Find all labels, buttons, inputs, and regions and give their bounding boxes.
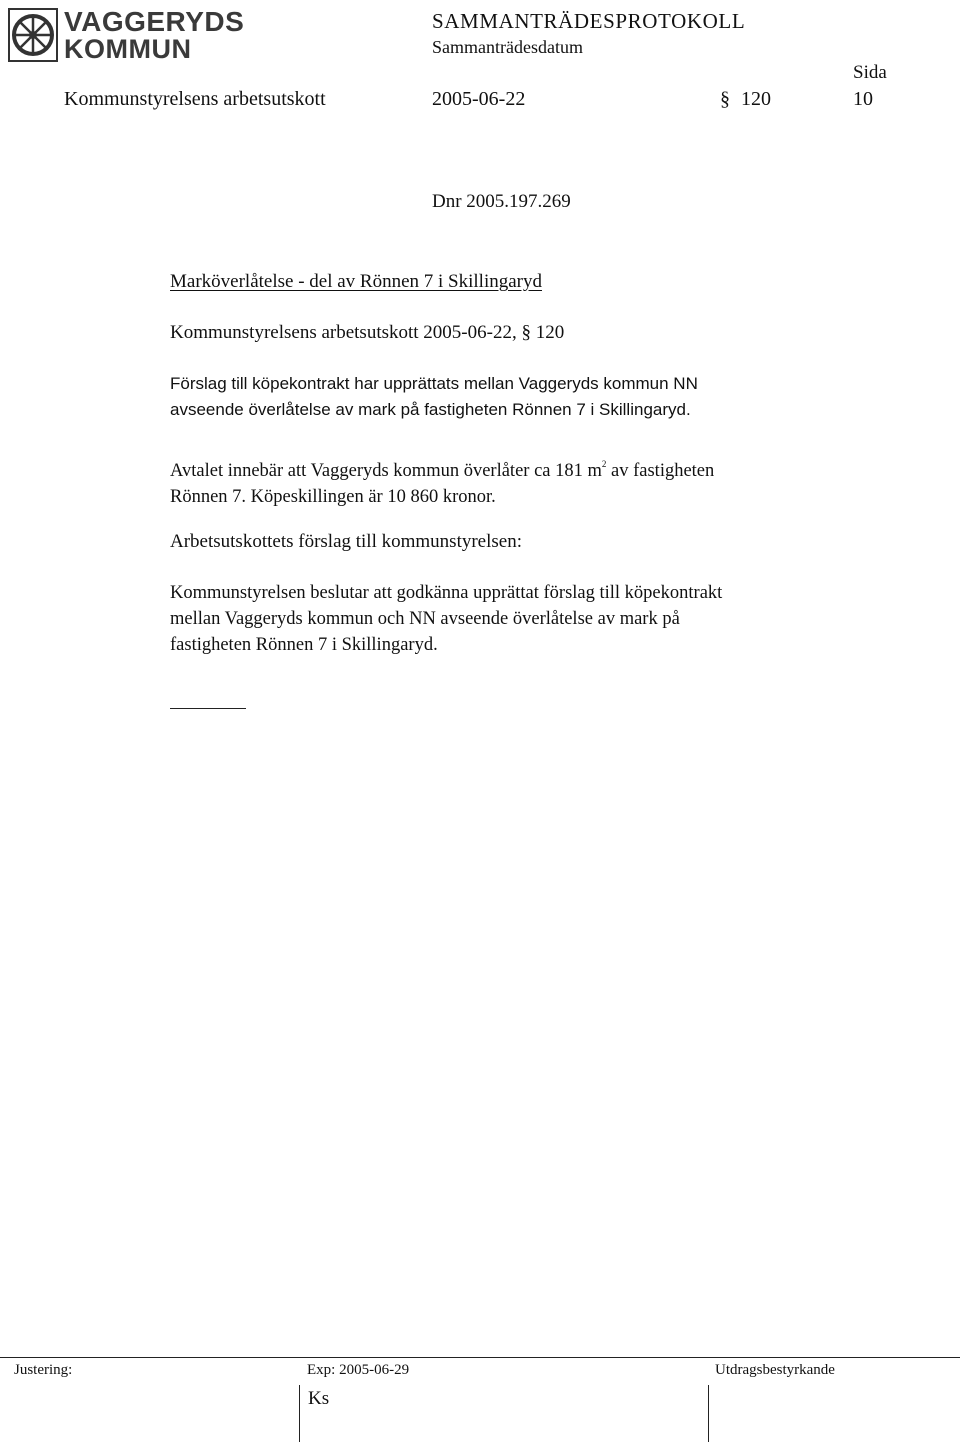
committee-name: Kommunstyrelsens arbetsutskott	[64, 88, 326, 110]
justering-label: Justering:	[14, 1362, 73, 1378]
dispatch-label: Exp: 2005-06-29	[307, 1362, 410, 1378]
logo-text-kommun: KOMMUN	[64, 34, 192, 64]
footer-column-divider	[299, 1385, 300, 1442]
meeting-date: 2005-06-22	[432, 88, 526, 110]
dispatch-recipient: Ks	[308, 1388, 330, 1409]
paragraph-line: Rönnen 7. Köpeskillingen är 10 860 kronor.	[170, 487, 496, 507]
agreement-text-pre: Avtalet innebär att Vaggeryds kommun överlåter ca 181 m	[170, 461, 602, 481]
square-superscript: 2	[601, 459, 607, 469]
section-sign: §	[720, 88, 730, 110]
wagon-wheel-emblem-icon	[8, 8, 58, 62]
municipality-logo	[8, 6, 245, 64]
meeting-date-label: Sammanträdesdatum	[432, 37, 583, 57]
paragraph-line: Förslag till köpekontrakt har upprättats mellan Vaggeryds kommun NN	[170, 374, 698, 393]
paragraph-decision	[170, 580, 722, 658]
diary-number: Dnr 2005.197.269	[432, 191, 571, 212]
document-title: SAMMANTRÄDESPROTOKOLL	[432, 9, 746, 33]
logo-text-vaggeryds: VAGGERYDS	[64, 6, 245, 37]
page-number: 10	[853, 88, 873, 110]
end-of-section-divider	[170, 708, 246, 709]
section-number: 120	[741, 88, 771, 110]
paragraph-proposal	[170, 371, 698, 423]
paragraph-line: mellan Vaggeryds kommun och NN avseende överlåtelse av mark på	[170, 609, 680, 629]
subject-heading: Marköverlåtelse - del av Rönnen 7 i Skillingaryd	[170, 271, 542, 292]
agreement-text-post: av fastigheten	[606, 461, 715, 481]
paragraph-line	[170, 451, 714, 484]
paragraph-line: avseende överlåtelse av mark på fastigheten Rönnen 7 i Skillingaryd.	[170, 400, 691, 419]
paragraph-agreement	[170, 451, 714, 510]
paragraph-line: fastigheten Rönnen 7 i Skillingaryd.	[170, 635, 438, 655]
certification-label: Utdragsbestyrkande	[715, 1362, 835, 1378]
footer-divider	[0, 1357, 960, 1358]
proposal-heading: Arbetsutskottets förslag till kommunstyrelsen:	[170, 531, 522, 552]
footer-column-divider	[708, 1385, 709, 1442]
paragraph-line: Kommunstyrelsen beslutar att godkänna upprättat förslag till köpekontrakt	[170, 583, 723, 603]
decision-reference: Kommunstyrelsens arbetsutskott 2005-06-22, § 120	[170, 322, 565, 343]
page-label: Sida	[853, 62, 887, 83]
